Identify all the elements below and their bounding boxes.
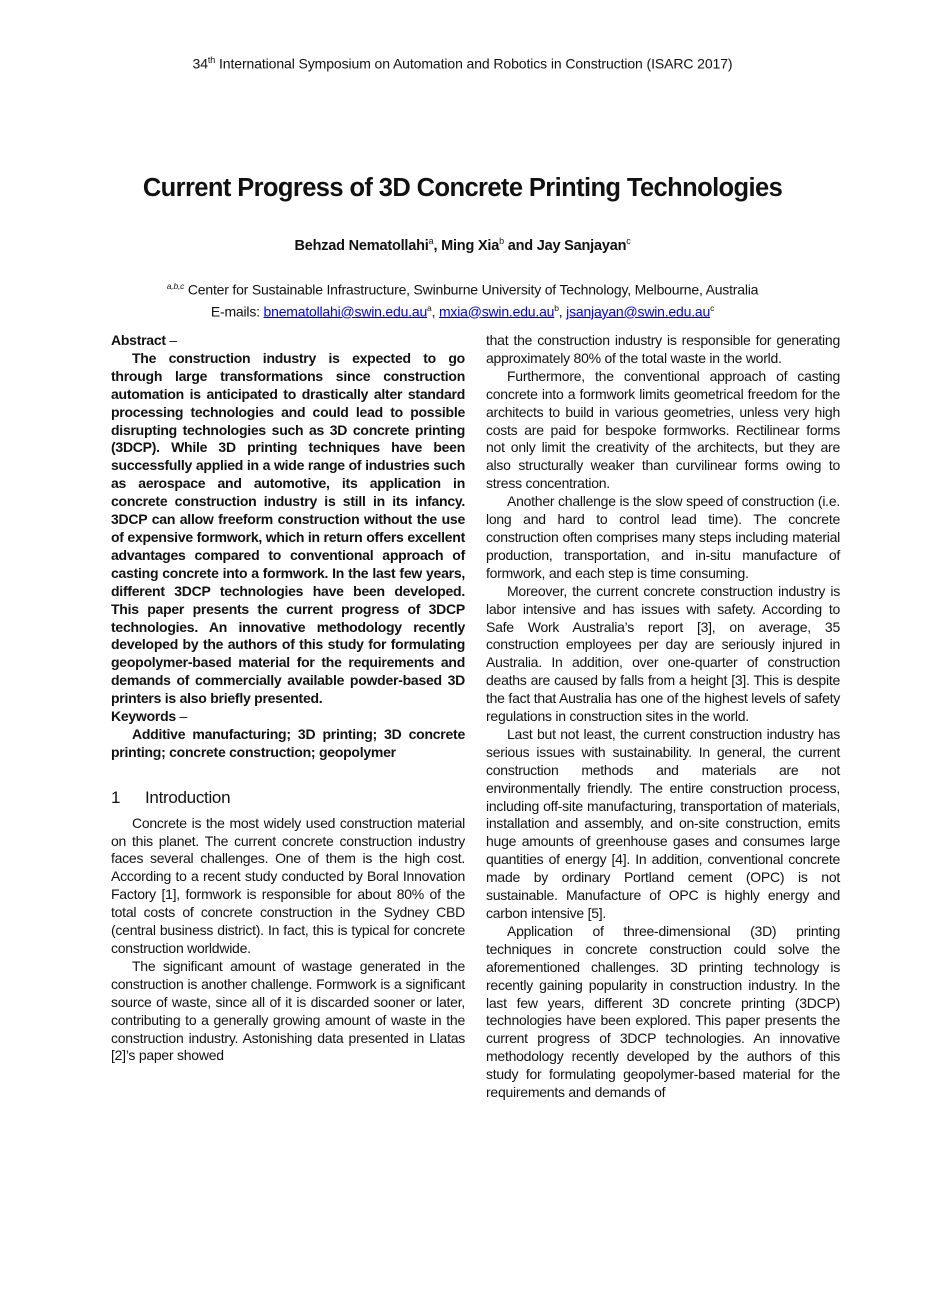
keywords-body: Additive manufacturing; 3D printing; 3D concrete printing; concrete construction; geopolymer xyxy=(111,725,465,760)
left-column xyxy=(111,332,465,1065)
body-paragraph-continued: that the construction industry is responsible for generating approximately 80% of the total waste in the world. xyxy=(486,332,840,366)
right-column xyxy=(486,332,840,1102)
abstract-heading: Abstract – xyxy=(111,332,177,348)
paper-title: Current Progress of 3D Concrete Printing Technologies xyxy=(142,174,783,202)
running-header: 34th International Symposium on Automation and Robotics in Construction (ISARC 2017) xyxy=(192,55,733,72)
body-paragraph: Last but not least, the current construction industry has serious issues with sustainability. In general, the current construction methods and materials are not environmentally friendly. The entire construction process, including off-site manufacturing, transportation of materials, installation and assembly, and on-site construction, emits huge amounts of greenhouse gases and consumes large quantities of energy [4]. In addition, conventional concrete made by ordinary Portland cement (OPC) is not sustainable. Manufacture of OPC is highly energy and carbon intensive [5]. xyxy=(486,725,840,921)
body-paragraph: Furthermore, the conventional approach of casting concrete into a formwork limits geometrical freedom for the architects to build in various geometries, unless very high costs are paid for bespoke formworks. Rectilinear forms not only limit the creativity of the architects, but they are also structurally weaker than curvilinear forms owing to stress concentration. xyxy=(486,367,840,492)
author-name: and Jay Sanjayan xyxy=(503,237,627,254)
body-paragraph: Moreover, the current concrete construction industry is labor intensive and has issues with safety. According to Safe Work Australia’s report [3], on average, 35 construction employees per day are seriously injured in Australia. In addition, over one-quarter of construction deaths are caused by falls from a height [3]. This is despite the fact that Australia has one of the highest levels of safety regulations in construction sites in the world. xyxy=(486,582,840,725)
affiliation-line: $^{a,b,c}$ Center for Sustainable Infrastructure, Swinburne University of Technology, Melbourne, Australia xyxy=(166,281,759,298)
body-paragraph: Another challenge is the slow speed of construction (i.e. long and hard to control lead time). The concrete construction often comprises many steps including material production, transportation, and in-situ manufacture of formwork, and each step is time consuming. xyxy=(486,493,840,581)
abstract-body: The construction industry is expected to go through large transformations since construction automation is anticipated to drastically alter standard processing technologies and could lead to possible disrupting technologies such as 3D concrete printing (3DCP). While 3D printing techniques have been successfully applied in a wide range of industries such as aerospace and automotive, its application in concrete construction industry is still in its infancy. 3DCP can allow freeform construction without the use of expensive formwork, which in return offers excellent advantages compared to conventional approach of casting concrete into a formwork. In the last few years, different 3DCP technologies have been developed. This paper presents the current progress of 3DCP technologies. An innovative methodology recently developed by the authors of this study for formulating geopolymer-based material for the requirements and demands of commercially available powder-based 3D printers is also briefly presented. xyxy=(111,349,465,707)
body-paragraph: Concrete is the most widely used construction material on this planet. The current concrete construction industry faces several challenges. One of them is the high cost. According to a recent study conducted by Boral Innovation Factory [1], formwork is responsible for about 80% of the total costs of concrete construction in the Sydney CBD (central business district). In fact, this is typical for concrete construction worldwide. xyxy=(111,814,465,956)
email-line: E-mails: $bnematollahi@swin.edu.au^a$, $mxia@swin.edu.au^b$, $jsanjayan@swin.edu.au^c$ xyxy=(210,302,715,320)
body-paragraph: The significant amount of wastage generated in the construction is another challenge. Formwork is a significant source of waste, since all of it is discarded sooner or later, contributing to a generally growing amount of waste in the construction industry. Astonishing data presented in Llatas [2]’s paper showed xyxy=(111,957,465,1064)
author-name: , Ming Xia xyxy=(433,237,500,254)
keywords-heading: Keywords – xyxy=(111,708,188,725)
author-name: Behzad Nematollahi xyxy=(294,237,429,254)
author-list: Behzad Nematollahi$^a$, Ming Xia$^b$ and Jay Sanjayan$^c$ xyxy=(294,236,631,254)
section-heading-introduction: 1 Introduction xyxy=(111,787,231,807)
affiliation-block xyxy=(0,277,925,320)
email-link-nematollahi[interactable]: bnematollahi@swin.edu.au xyxy=(263,303,428,320)
body-paragraph: Application of three-dimensional (3D) printing techniques in concrete construction could solve the aforementioned challenges. 3D printing technology is recently gaining popularity in construction industry. In the last few years, different 3D concrete printing (3DCP) technologies have been explored. This paper presents the current progress of 3DCP technologies. An innovative methodology recently developed by the authors of this study for formulating geopolymer-based material for the requirements and demands of xyxy=(486,922,840,1101)
email-link-sanjayan[interactable]: jsanjayan@swin.edu.au xyxy=(566,303,711,320)
email-link-xia[interactable]: mxia@swin.edu.au xyxy=(438,303,555,320)
